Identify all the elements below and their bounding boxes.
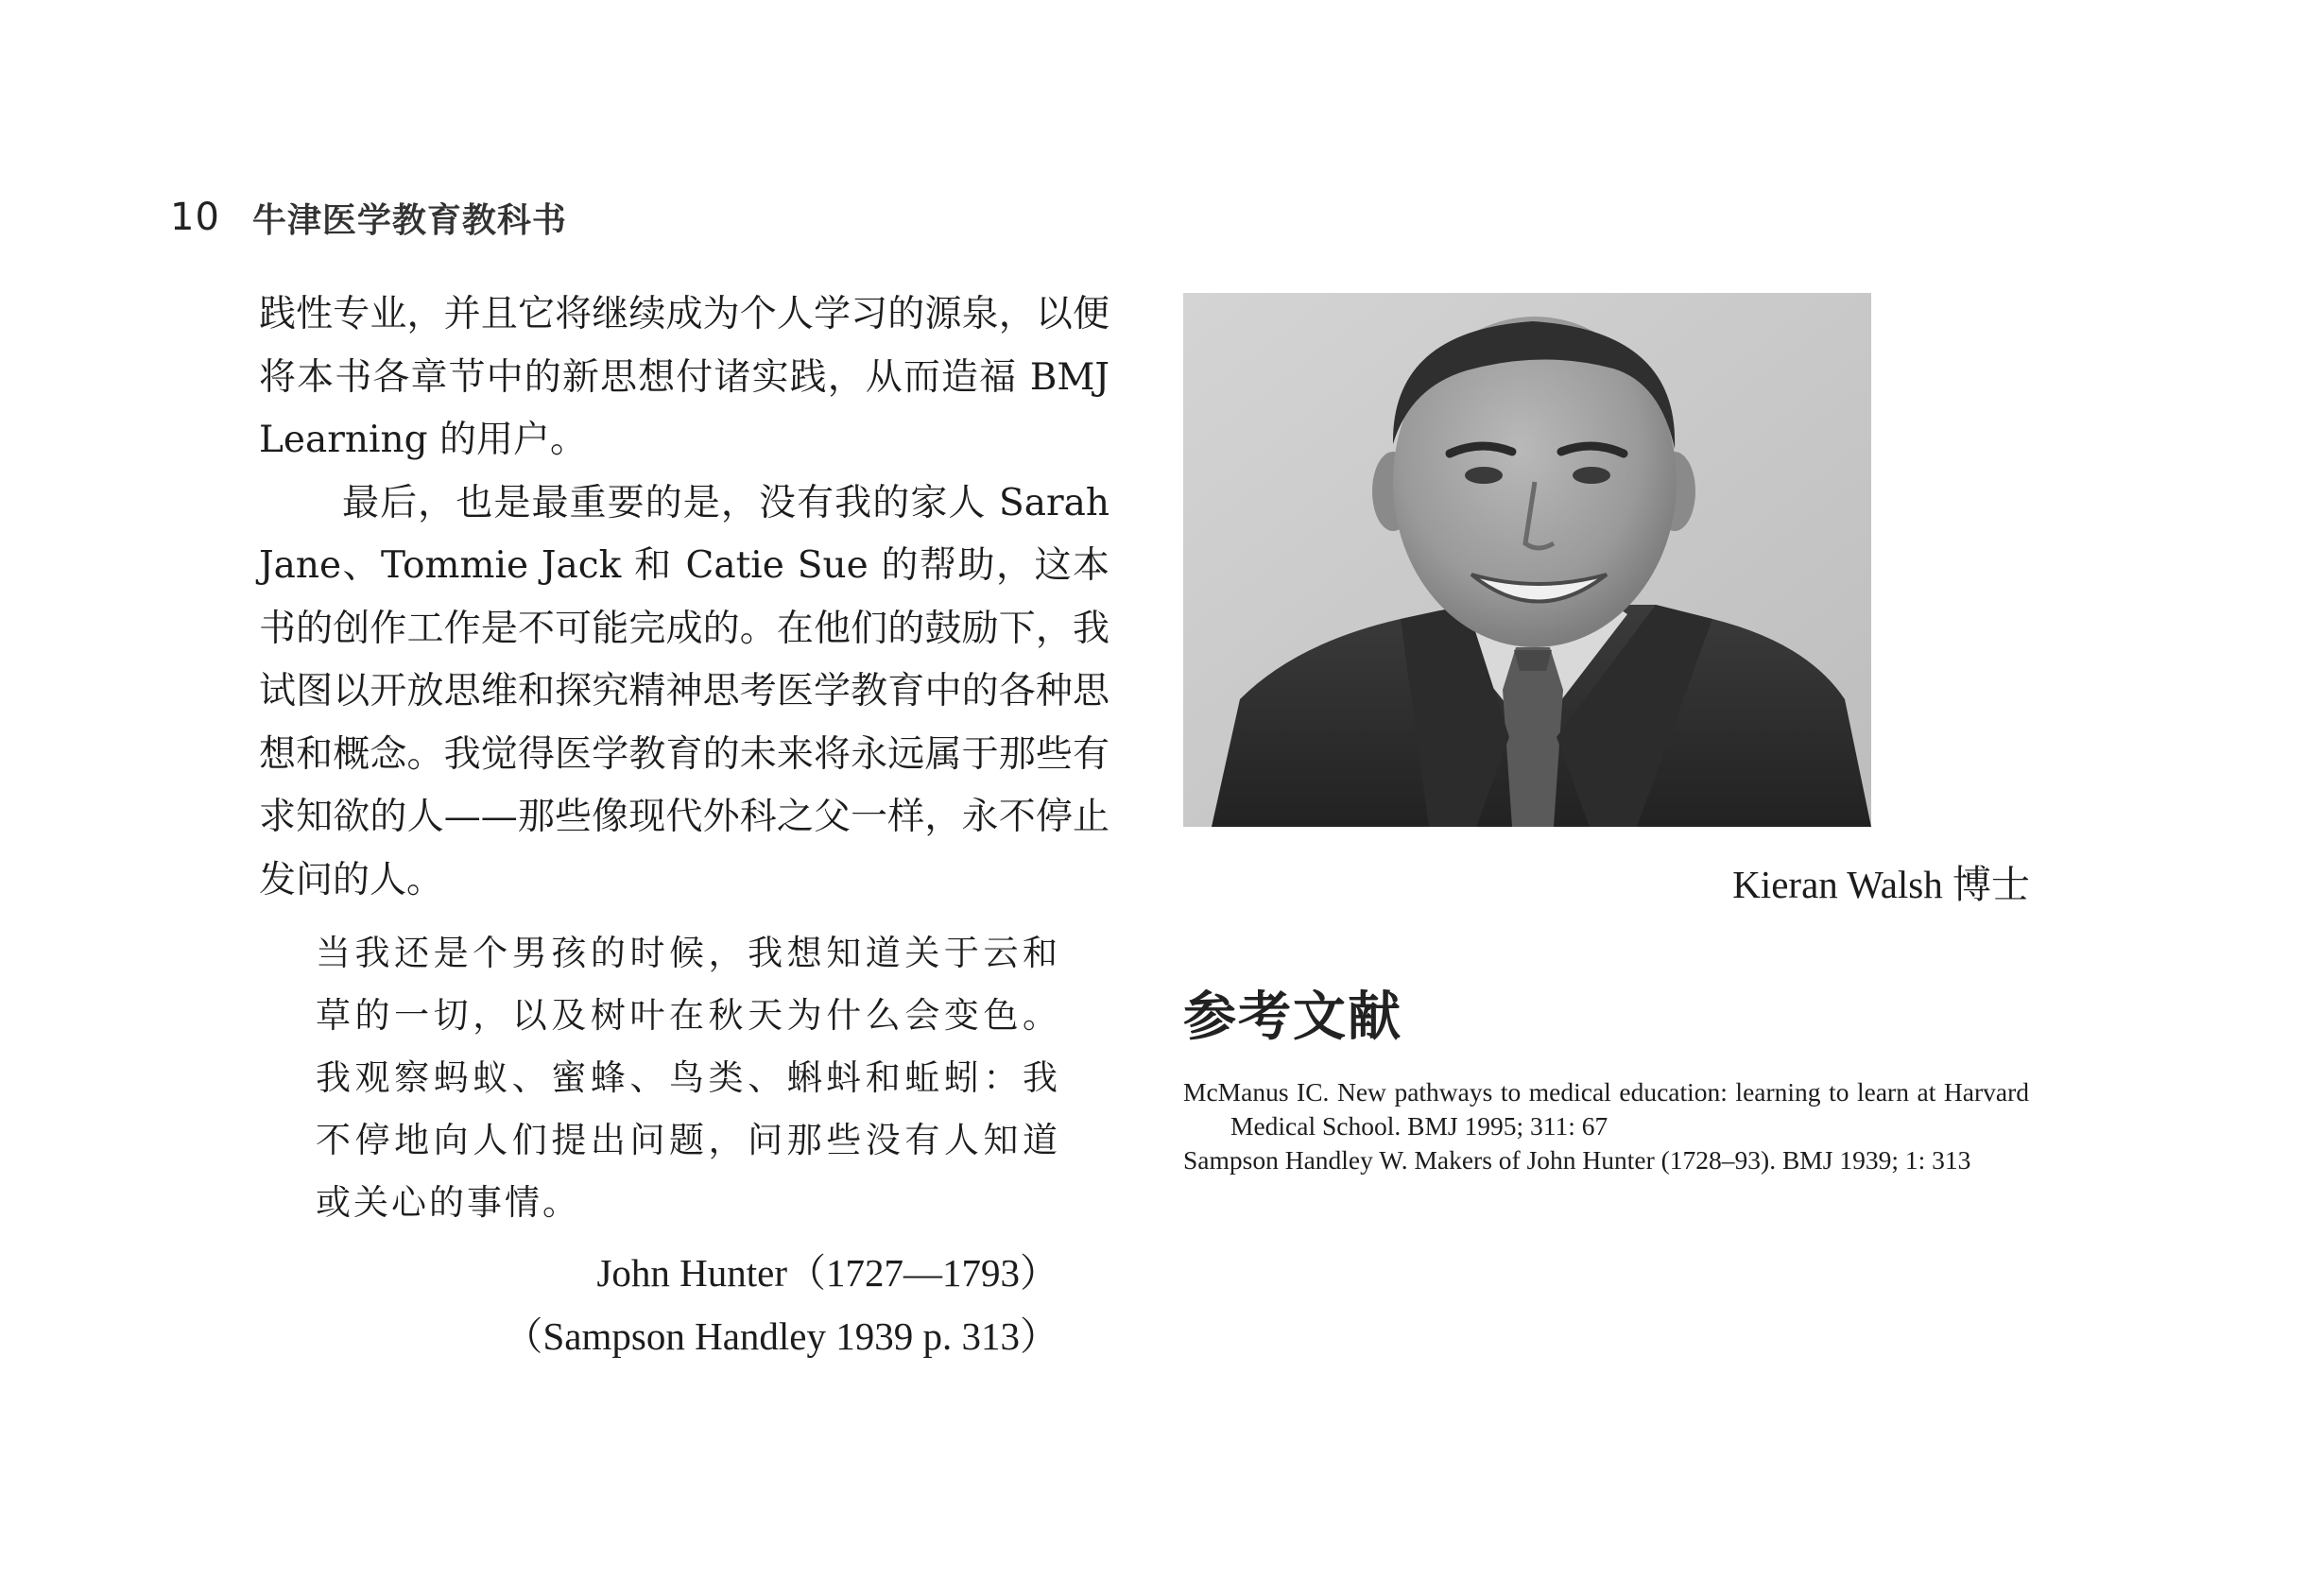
paragraph: 最后，也是最重要的是，没有我的家人 Sarah Jane、Tommie Jack 和 Catie Sue 的帮助，这本书的创作工作是不可能完成的。在他们的鼓励下，我试图以开放思维和探究精神思考医学教育中的各种思想和概念。我觉得医学教育的未来将永远属于那些有求知欲的人——那些像现代外科之父一样，永不停止发问的人。 (259, 481, 1109, 901)
main-text (259, 283, 1109, 912)
reference-item: McManus IC. New pathways to medical education: learning to learn at Harvard Medical School. BMJ 1995; 311: 67 (1183, 1077, 2029, 1141)
page-number: 10 (170, 196, 220, 239)
photo-caption: Kieran Walsh 博士 (1732, 863, 2030, 906)
quote-text: 当我还是个男孩的时候，我想知道关于云和草的一切，以及树叶在秋天为什么会变色。我观察蚂蚁、蜜蜂、鸟类、蝌蚪和蚯蚓：我不停地向人们提出问题，问那些没有人知道或关心的事情。 (316, 933, 1060, 1223)
author-photo (1183, 293, 1871, 827)
page-header (170, 189, 567, 246)
block-quote (316, 922, 1060, 1234)
references-list (1183, 1075, 2029, 1177)
running-title: 牛津医学教育教科书 (251, 200, 567, 240)
quote-author: John Hunter（1727—1793） (596, 1251, 1058, 1295)
reference-item: Sampson Handley W. Makers of John Hunter (1728–93). BMJ 1939; 1: 313 (1183, 1145, 1971, 1175)
references-heading: 参考文献 (1183, 987, 1402, 1048)
paragraph: 践性专业，并且它将继续成为个人学习的源泉，以便将本书各章节中的新思想付诸实践，从而造福 BMJ Learning 的用户。 (259, 293, 1109, 461)
quote-source: （Sampson Handley 1939 p. 313） (504, 1314, 1058, 1358)
